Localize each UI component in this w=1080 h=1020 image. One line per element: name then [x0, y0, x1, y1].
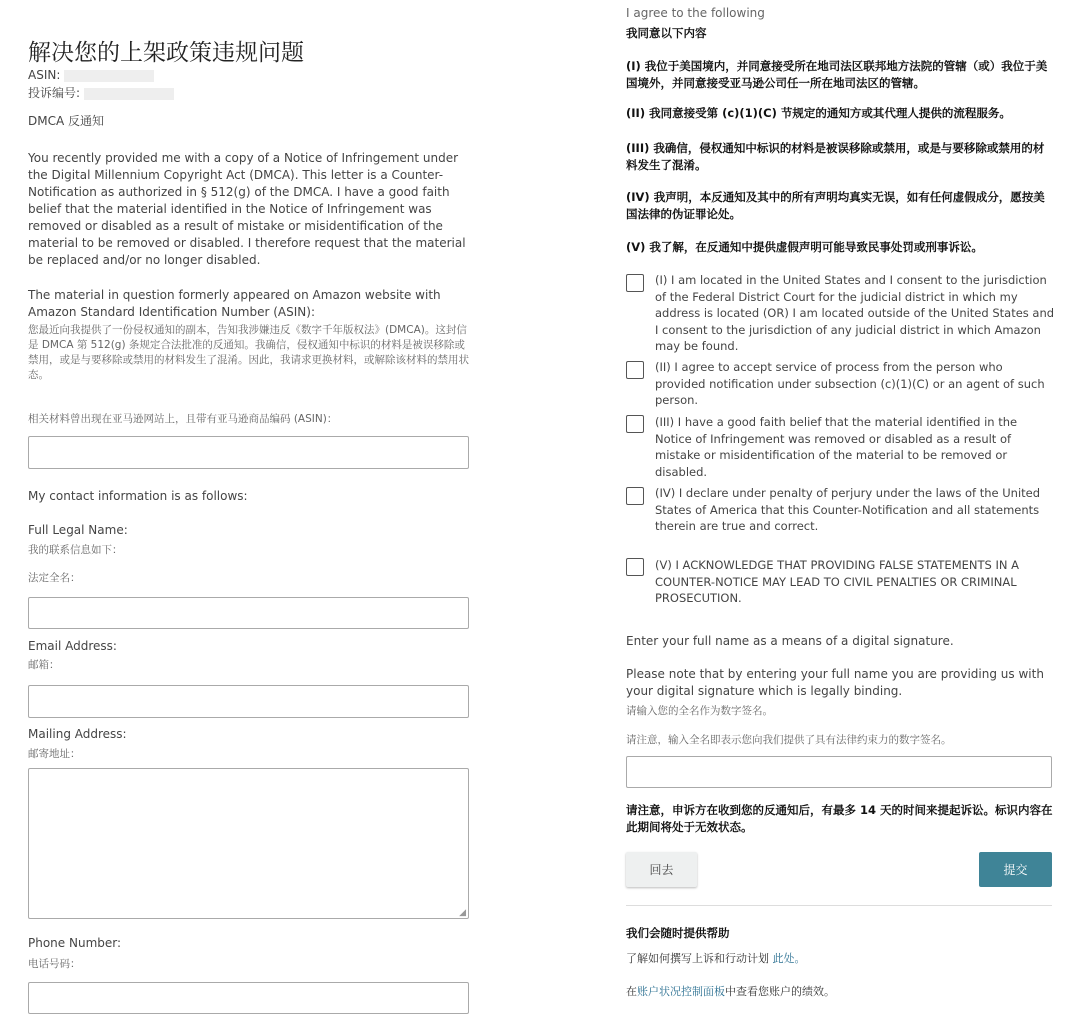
asin-redacted [64, 70, 154, 82]
checkbox-3[interactable] [626, 415, 644, 433]
asin-input[interactable] [28, 436, 469, 469]
checkbox-5[interactable] [626, 558, 644, 576]
intro-paragraph: You recently provided me with a copy of a Notice of Infringement under the Digital Millennium Copyright Act (DMCA). This letter is a Counter-Notification as authorized in § 512(g) of the DMCA. I have a good faith belief that the material identified in the Notice of Infringement was removed or disabled as a result of mistake or misidentification of the material to be removed or disabled. I therefore request that the material be replaced and/or no longer disabled. [28, 151, 466, 267]
signature-instruction-zh: 请输入您的全名作为数字签名。 [626, 705, 773, 717]
email-label: Email Address: [28, 639, 117, 653]
mailing-label-zh: 邮寄地址： [28, 748, 81, 760]
submit-button[interactable]: 提交 [979, 852, 1052, 887]
help-line-1 [626, 951, 806, 966]
checkbox-label-3: (III) I have a good faith belief that the material identified in the Notice of Infringement was removed or disabled as a result of mistake or misidentification of the material to be removed or disabled. [655, 415, 1018, 479]
full-name-label-zh: 法定全名： [28, 572, 81, 584]
checkbox-1[interactable] [626, 274, 644, 292]
signature-instruction: Enter your full name as a means of a digital signature. [626, 634, 954, 648]
litigation-notice: 请注意，申诉方在收到您的反通知后，有最多 14 天的时间来提起诉讼。标识内容在此期间将处于无效状态。 [626, 803, 1053, 834]
intro-paragraph-zh: 您最近向我提供了一份侵权通知的副本，告知我涉嫌违反《数字千年版权法》(DMCA)。这封信是 DMCA 第 512(g) 条规定合法批准的反通知。我确信，侵权通知中标识的材料是被误移除或禁用，或是与要移除或禁用的材料发生了混淆。因此，我请求更换材料，或解除该材料的禁用状态。 [28, 324, 469, 381]
back-button[interactable]: 回去 [626, 852, 697, 887]
checkbox-label-4: (IV) I declare under penalty of perjury under the laws of the United States of America that this Counter-Notification and all statements therein are true and correct. [655, 486, 1041, 533]
resize-handle-icon[interactable]: ◢ [459, 908, 466, 918]
full-name-input[interactable] [28, 597, 469, 629]
asin-label-zh: 相关材料曾出现在亚马逊网站上，且带有亚马逊商品编码 (ASIN)： [28, 413, 338, 425]
complaint-label: 投诉编号: [28, 86, 81, 100]
complaint-row [28, 85, 174, 102]
help-text-2-pre: 在 [626, 985, 637, 998]
help-heading: 我们会随时提供帮助 [626, 926, 730, 940]
help-text-2-post: 中查看您账户的绩效。 [725, 985, 835, 998]
agree-heading-zh: 我同意以下内容 [626, 26, 707, 40]
signature-input[interactable] [626, 756, 1052, 788]
email-input[interactable] [28, 685, 469, 718]
signature-note: Please note that by entering your full name you are providing us with your digital signature which is legally binding. [626, 667, 1044, 698]
mailing-address-textarea[interactable] [28, 768, 469, 919]
phone-input[interactable] [28, 982, 469, 1014]
mailing-label: Mailing Address: [28, 727, 127, 741]
dmca-label: DMCA 反通知 [28, 114, 104, 128]
agreement-zh-5: (V) 我了解，在反通知中提供虚假声明可能导致民事处罚或刑事诉讼。 [626, 240, 983, 254]
account-health-link[interactable]: 账户状况控制面板 [637, 985, 725, 998]
help-text-1: 了解如何撰写上诉和行动计划 [626, 952, 773, 965]
contact-heading-zh: 我的联系信息如下： [28, 544, 123, 556]
divider [626, 905, 1052, 906]
full-name-label: Full Legal Name: [28, 523, 128, 537]
email-label-zh: 邮箱： [28, 659, 60, 671]
asin-label: ASIN: [28, 68, 61, 82]
checkbox-label-5: (V) I ACKNOWLEDGE THAT PROVIDING FALSE STATEMENTS IN A COUNTER-NOTICE MAY LEAD TO CIVIL PENALTIES OR CRIMINAL PROSECUTION. [655, 558, 1019, 605]
checkbox-label-1: (I) I am located in the United States and I consent to the jurisdiction of the Federal District Court for the judicial district in which my address is located (OR) I am located outside of the United States and I consent to the jurisdiction of any judicial district in which Amazon may be found. [655, 273, 1055, 353]
complaint-redacted [84, 88, 174, 100]
page-title: 解决您的上架政策违规问题 [28, 40, 304, 66]
agree-heading: I agree to the following [626, 6, 765, 20]
agreement-zh-4: (IV) 我声明，本反通知及其中的所有声明均真实无误，如有任何虚假成分，愿按美国法律的伪证罪论处。 [626, 190, 1045, 221]
checkbox-4[interactable] [626, 487, 644, 505]
agreement-zh-3: (III) 我确信，侵权通知中标识的材料是被误移除或禁用，或是与要移除或禁用的材料发生了混淆。 [626, 141, 1045, 172]
appeal-help-link[interactable]: 此处。 [772, 952, 806, 965]
agreement-zh-1: (I) 我位于美国境内，并同意接受所在地司法区联邦地方法院的管辖（或）我位于美国境外，并同意接受亚马逊公司任一所在地司法区的管辖。 [626, 59, 1048, 90]
contact-heading: My contact information is as follows: [28, 489, 248, 503]
checkbox-2[interactable] [626, 361, 644, 379]
phone-label: Phone Number: [28, 936, 122, 950]
checkbox-label-2: (II) I agree to accept service of process from the person who provided notification under subsection (c)(1)(C) or an agent of such person. [655, 360, 1045, 407]
asin-row [28, 67, 154, 84]
signature-note-zh: 请注意，输入全名即表示您向我们提供了具有法律约束力的数字签名。 [626, 734, 952, 746]
phone-label-zh: 电话号码： [28, 958, 81, 970]
asin-paragraph: The material in question formerly appeared on Amazon website with Amazon Standard Identification Number (ASIN): [28, 288, 441, 319]
help-line-2 [626, 984, 835, 999]
agreement-zh-2: (II) 我同意接受第 (c)(1)(C) 节规定的通知方或其代理人提供的流程服务。 [626, 106, 1011, 120]
